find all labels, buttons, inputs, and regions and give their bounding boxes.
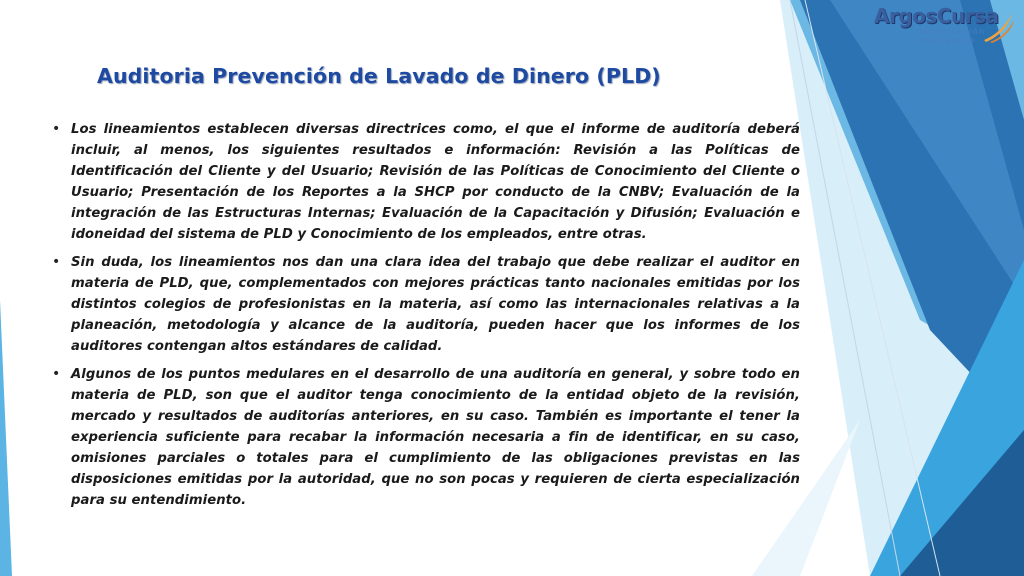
slide-title: Auditoria Prevención de Lavado de Dinero (PLD) bbox=[97, 64, 661, 88]
bullet-text: Sin duda, los lineamientos nos dan una clara idea del trabajo que debe realizar el auditor en materia de PLD, que, complementados con mejores prácticas tanto nacionales emitidas por los distintos colegios de profesionistas en la materia, así como las internacionales relativas a la planeación, metodología y alcance de la auditoría, pueden hacer que los informes de los auditores contengan altos estándares de calidad. bbox=[71, 255, 800, 354]
swoosh-icon bbox=[982, 12, 1016, 44]
bullet-item bbox=[52, 119, 800, 245]
bullet-dot-icon: • bbox=[52, 254, 61, 270]
logo-tagline-line1: Capacitación bbox=[916, 27, 986, 36]
bullet-text: Algunos de los puntos medulares en el desarrollo de una auditoría en general, y sobre todo en materia de PLD, son que el auditor tenga conocimiento de la entidad objeto de la revisión, mercado y resultados de auditorías anteriores, en su caso. También es importante el tener la experiencia suficiente para recabar la información necesaria a fin de identificar, en su caso, omisiones parciales o totales para el cumplimiento de las obligaciones previstas en las disposiciones emitidas por la autoridad, que no son pocas y requieren de cierta especialización para su entendimiento. bbox=[71, 367, 800, 508]
logo-tagline-line2: Inteligente bbox=[916, 36, 976, 45]
bullet-list bbox=[52, 119, 800, 518]
argoscursa-logo[interactable] bbox=[872, 4, 1020, 48]
bullet-item bbox=[52, 252, 800, 357]
logo-brand-text: ArgosCursa bbox=[874, 4, 999, 28]
bullet-item bbox=[52, 364, 800, 511]
bullet-text: Los lineamientos establecen diversas directrices como, el que el informe de auditoría deberá incluir, al menos, los siguientes resultados e información: Revisión a las Políticas de Identificación del Cliente y del Usuario; Revisión de las Políticas de Conocimiento del Cliente o Usuario; Presentación de los Reportes a la SHCP por conducto de la CNBV; Evaluación de la integración de las Estructuras Internas; Evaluación de la Capacitación y Difusión; Evaluación e idoneidad del sistema de PLD y Conocimiento de los empleados, entre otras. bbox=[71, 122, 800, 242]
bullet-dot-icon: • bbox=[52, 366, 61, 382]
left-accent-bar bbox=[0, 300, 12, 576]
bullet-dot-icon: • bbox=[52, 121, 61, 137]
